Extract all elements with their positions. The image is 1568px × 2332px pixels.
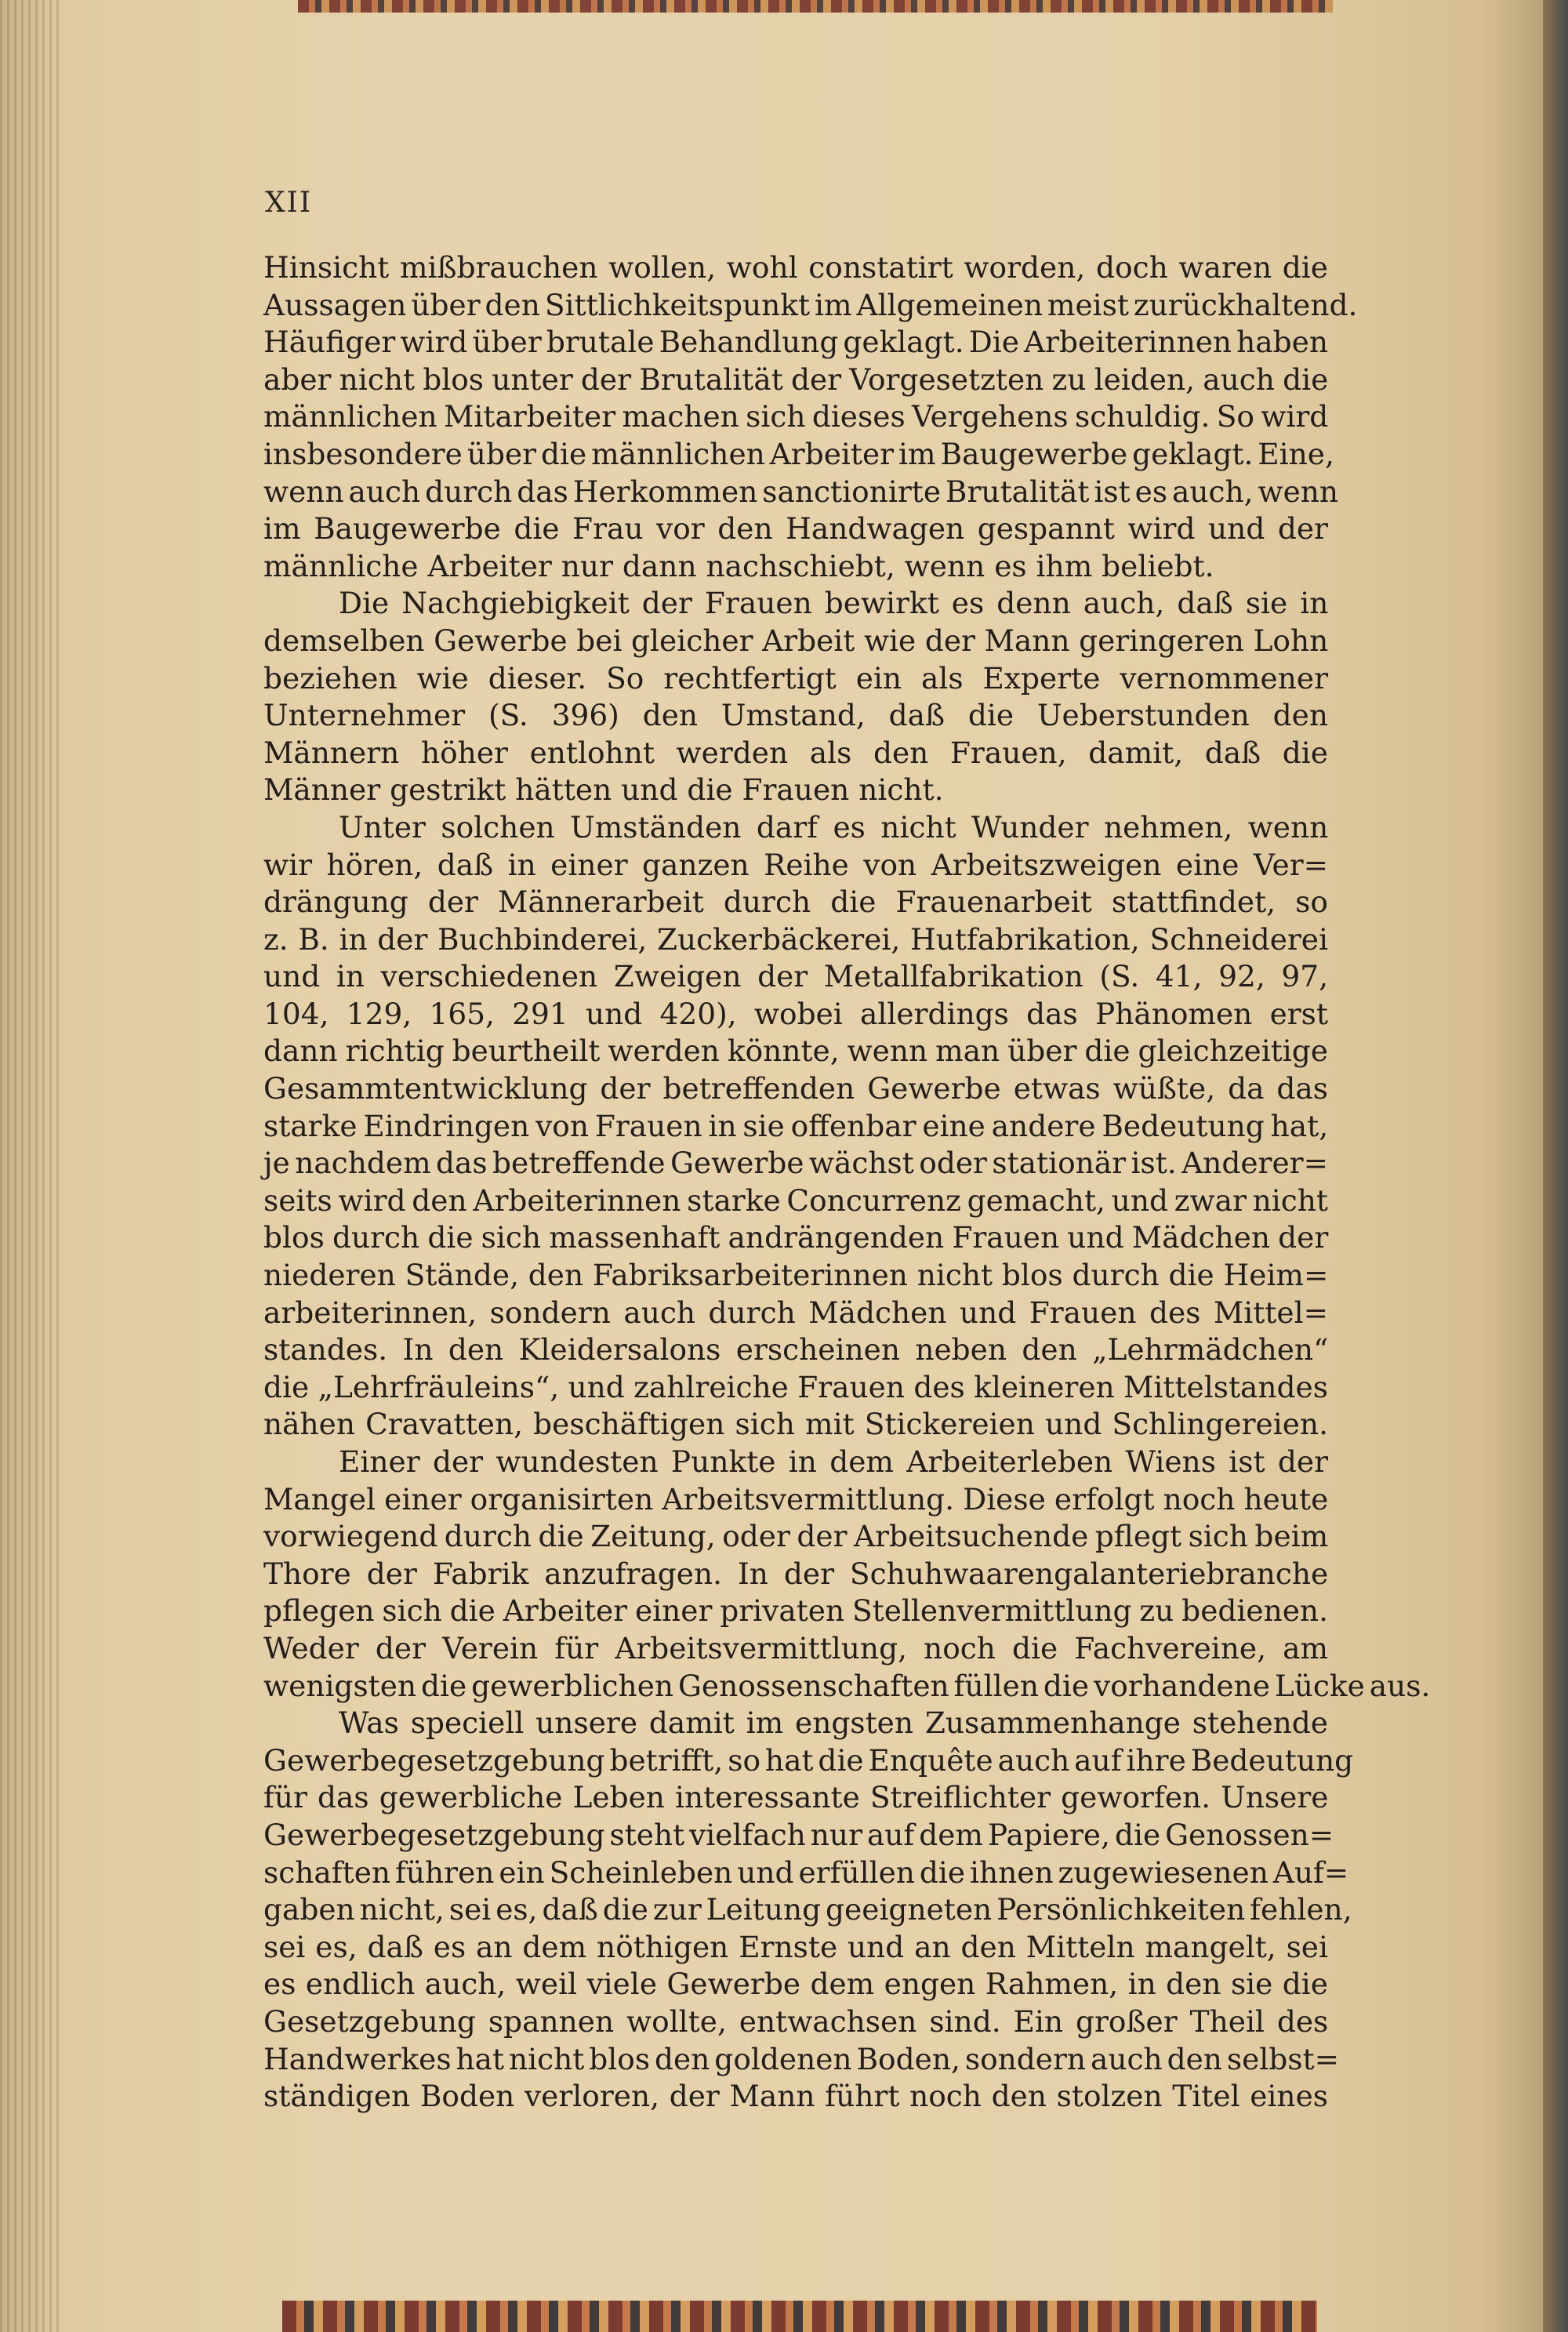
text-line: Hinsicht mißbrauchen wollen, wohl constatirt worden, doch waren die bbox=[263, 250, 1328, 285]
marbled-edge-top bbox=[298, 0, 1333, 13]
text-line: je nachdem das betreffende Gewerbe wächst oder stationär ist. Anderer= bbox=[263, 1146, 1328, 1181]
text-line: Gesammtentwicklung der betreffenden Gewerbe etwas wüßte, da das bbox=[263, 1071, 1328, 1106]
text-line: wir hören, daß in einer ganzen Reihe von Arbeitszweigen eine Ver= bbox=[263, 847, 1329, 882]
body-text bbox=[263, 249, 1431, 2116]
text-line: dann richtig beurtheilt werden könnte, wenn man über die gleichzeitige bbox=[263, 1033, 1328, 1069]
text-line: beziehen wie dieser. So rechtfertigt ein als Experte vernommener bbox=[263, 660, 1328, 696]
text-line: Unter solchen Umständen darf es nicht Wunder nehmen, wenn bbox=[339, 809, 1329, 845]
text-line: nähen Cravatten, beschäftigen sich mit Stickereien und Schlingereien. bbox=[263, 1407, 1328, 1442]
text-line: sei es, daß es an dem nöthigen Ernste und an den Mitteln mangelt, sei bbox=[263, 1929, 1328, 1964]
text-line: starke Eindringen von Frauen in sie offenbar eine andere Bedeutung hat, bbox=[263, 1108, 1329, 1143]
text-line: es endlich auch, weil viele Gewerbe dem engen Rahmen, in den sie die bbox=[263, 1967, 1328, 2002]
text-line: arbeiterinnen, sondern auch durch Mädchen und Frauen des Mittel= bbox=[263, 1295, 1328, 1330]
text-line: drängung der Männerarbeit durch die Frauenarbeit stattfindet, so bbox=[263, 884, 1328, 920]
text-line: schaften führen ein Scheinleben und erfüllen die ihnen zugewiesenen Auf= bbox=[263, 1854, 1349, 1890]
text-line: blos durch die sich massenhaft andrängenden Frauen und Mädchen der bbox=[263, 1220, 1329, 1255]
text-line: demselben Gewerbe bei gleicher Arbeit wie der Mann geringeren Lohn bbox=[263, 623, 1329, 658]
text-line: seits wird den Arbeiterinnen starke Concurrenz gemacht, und zwar nicht bbox=[263, 1182, 1328, 1218]
text-line: z. B. in der Buchbinderei, Zuckerbäckerei, Hutfabrikation, Schneiderei bbox=[263, 921, 1328, 957]
text-line: die „Lehrfräuleins“, und zahlreiche Frauen des kleineren Mittelstandes bbox=[263, 1369, 1328, 1404]
text-line: Gewerbegesetzgebung steht vielfach nur auf dem Papiere, die Genossen= bbox=[263, 1817, 1334, 1852]
text-line: vorwiegend durch die Zeitung, oder der Arbeitsuchende pflegt sich beim bbox=[263, 1519, 1329, 1554]
text-line: Weder der Verein für Arbeitsvermittlung, noch die Fachvereine, am bbox=[263, 1630, 1328, 1665]
text-line: gaben nicht, sei es, daß die zur Leitung geeigneten Persönlichkeiten fehlen, bbox=[263, 1892, 1352, 1927]
text-line: aber nicht blos unter der Brutalität der Vorgesetzten zu leiden, auch die bbox=[263, 361, 1329, 397]
text-line: niederen Stände, den Fabriksarbeiterinnen nicht blos durch die Heim= bbox=[263, 1258, 1329, 1293]
text-line: standes. In den Kleidersalons erscheinen neben den „Lehrmädchen“ bbox=[263, 1332, 1329, 1368]
text-line: Thore der Fabrik anzufragen. In der Schuhwaarengalanteriebranche bbox=[263, 1556, 1329, 1591]
page-curl-shadow bbox=[0, 0, 63, 2332]
text-line: Die Nachgiebigkeit der Frauen bewirkt es denn auch, daß sie in bbox=[339, 586, 1329, 621]
text-line: und in verschiedenen Zweigen der Metallfabrikation (S. 41, 92, 97, bbox=[263, 959, 1328, 994]
text-line: Männer gestrikt hätten und die Frauen nicht. bbox=[263, 772, 944, 808]
text-line: Mangel einer organisirten Arbeitsvermittlung. Diese erfolgt noch heute bbox=[263, 1481, 1329, 1517]
text-line: Männern höher entlohnt werden als den Frauen, damit, daß die bbox=[263, 735, 1328, 770]
text-line: Gewerbegesetzgebung betrifft, so hat die Enquête auch auf ihre Bedeutung bbox=[263, 1742, 1354, 1778]
text-line: Aussagen über den Sittlichkeitspunkt im Allgemeinen meist zurückhaltend. bbox=[263, 287, 1358, 322]
book-cover-edge bbox=[1543, 0, 1568, 2332]
text-line: wenn auch durch das Herkommen sanctionirte Brutalität ist es auch, wenn bbox=[263, 474, 1339, 509]
text-line: männliche Arbeiter nur dann nachschiebt, wenn es ihm beliebt. bbox=[263, 548, 1214, 583]
text-line: pflegen sich die Arbeiter einer privaten Stellenvermittlung zu bedienen. bbox=[263, 1593, 1328, 1629]
text-line: männlichen Mitarbeiter machen sich dieses Vergehens schuldig. So wird bbox=[263, 399, 1329, 434]
marbled-edge-bottom bbox=[282, 2301, 1317, 2332]
text-line: insbesondere über die männlichen Arbeiter im Baugewerbe geklagt. Eine, bbox=[263, 436, 1334, 471]
text-line: Was speciell unsere damit im engsten Zusammenhange stehende bbox=[339, 1705, 1328, 1741]
text-line: ständigen Boden verloren, der Mann führt noch den stolzen Titel eines bbox=[263, 2079, 1328, 2114]
text-line: im Baugewerbe die Frau vor den Handwagen gespannt wird und der bbox=[263, 511, 1328, 547]
text-line: Häufiger wird über brutale Behandlung geklagt. Die Arbeiterinnen haben bbox=[263, 325, 1328, 360]
page-number: XII bbox=[265, 187, 313, 219]
text-line: Handwerkes hat nicht blos den goldenen Boden, sondern auch den selbst= bbox=[263, 2041, 1340, 2076]
text-line: wenigsten die gewerblichen Genossenschaften füllen die vorhandene Lücke aus. bbox=[263, 1668, 1431, 1703]
text-line: 104, 129, 165, 291 und 420), wobei allerdings das Phänomen erst bbox=[263, 996, 1328, 1031]
text-line: Einer der wundesten Punkte in dem Arbeiterleben Wiens ist der bbox=[339, 1444, 1328, 1479]
text-line: für das gewerbliche Leben interessante Streiflichter geworfen. Unsere bbox=[263, 1780, 1329, 1815]
text-line: Unternehmer (S. 396) den Umstand, daß die Ueberstunden den bbox=[263, 698, 1328, 733]
text-line: Gesetzgebung spannen wollte, entwachsen sind. Ein großer Theil des bbox=[263, 2003, 1329, 2039]
